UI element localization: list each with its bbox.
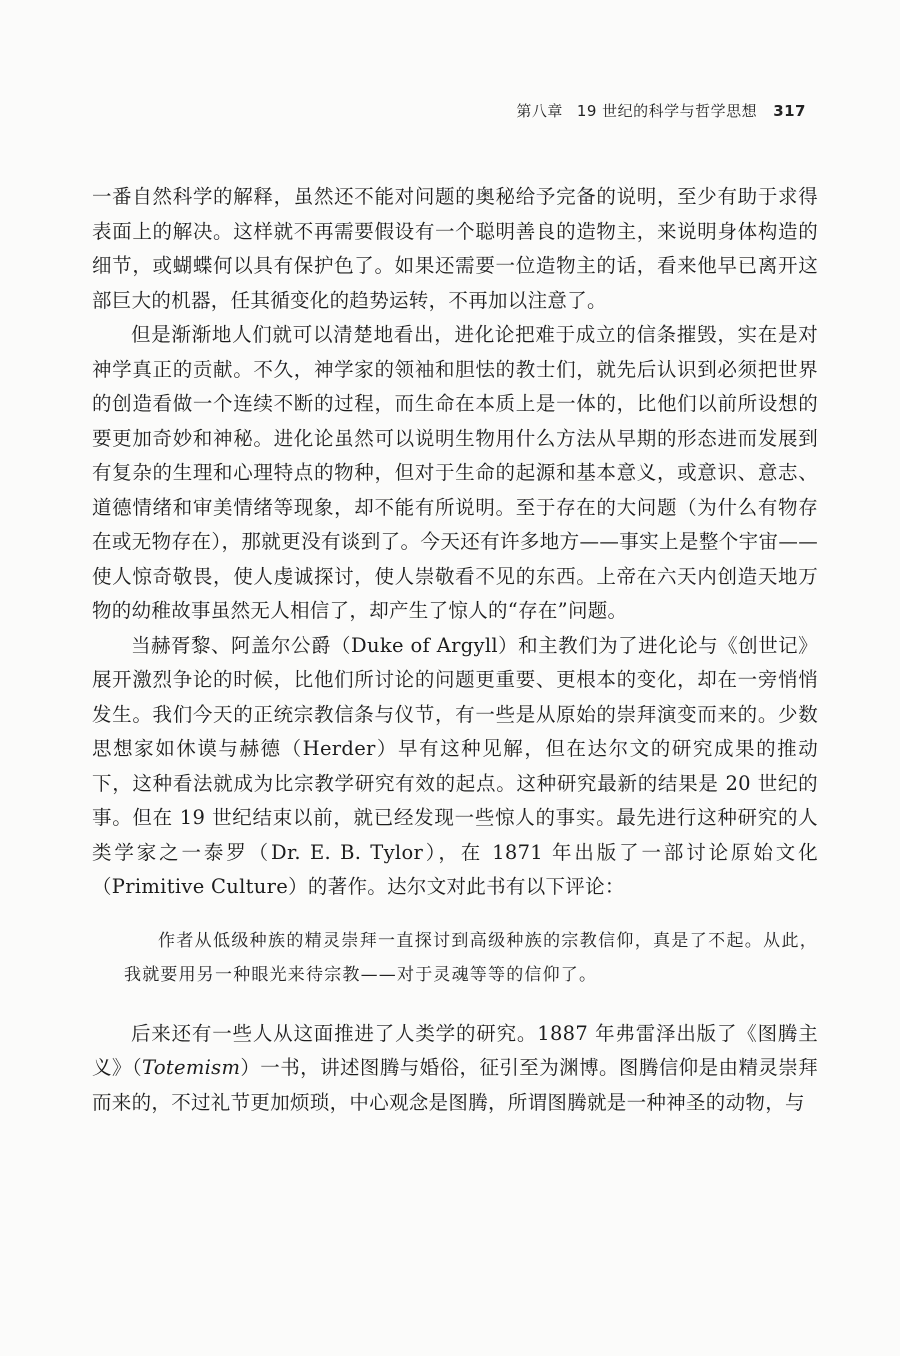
chapter-title: 19 世纪的科学与哲学思想: [576, 102, 758, 120]
paragraph-totemism: [92, 1017, 818, 1121]
chapter-label: 第八章: [516, 102, 563, 120]
paragraph-anthropology: 当赫胥黎、阿盖尔公爵（Duke of Argyll）和主教们为了进化论与《创世记》展开激烈争论的时候，比他们所讨论的问题更重要、更根本的变化，却在一旁悄悄发生。我们今天的正统宗教信条与仪节，有一些是从原始的崇拜演变而来的。少数思想家如休谟与赫德（Herder）早有这种见解，但在达尔文的研究成果的推动下，这种看法就成为比宗教学研究有效的起点。这种研究最新的结果是 20 世纪的事。但在 19 世纪结束以前，就已经发现一些惊人的事实。最先进行这种研究的人类学家之一泰罗（Dr. E. B. Tylor），在 1871 年出版了一部讨论原始文化（Primitive Culture）的著作。达尔文对此书有以下评论：: [92, 633, 818, 898]
totemism-text-end: ）一书，讲述图腾与婚俗，征引至为渊博。图腾信仰是由精灵崇拜而来的，不过礼节更加烦琐，中心观念是图腾，所谓图腾就是一种神圣的动物，与: [92, 1056, 819, 1114]
main-text: [92, 180, 818, 1120]
page-number: 317: [773, 102, 806, 120]
paragraph-continued: 一番自然科学的解释，虽然还不能对问题的奥秘给予完备的说明，至少有助于求得表面上的解决。这样就不再需要假设有一个聪明善良的造物主，来说明身体构造的细节，或蝴蝶何以具有保护色了。如果还需要一位造物主的话，看来他早已离开这部巨大的机器，任其循变化的趋势运转，不再加以注意了。: [92, 185, 818, 312]
running-header: [0, 100, 806, 121]
block-quote: 作者从低级种族的精灵崇拜一直探讨到高级种族的宗教信仰，真是了不起。从此，我就要用另一种眼光来待宗教——对于灵魂等等的信仰了。: [124, 930, 818, 985]
totemism-italic: Totemism: [142, 1056, 241, 1079]
paragraph-evolution-theology: 但是渐渐地人们就可以清楚地看出，进化论把难于成立的信条摧毁，实在是对神学真正的贡献。不久，神学家的领袖和胆怯的教士们，就先后认识到必须把世界的创造看做一个连续不断的过程，而生命在本质上是一体的，比他们以前所设想的要更加奇妙和神秘。进化论虽然可以说明生物用什么方法从早期的形态进而发展到有复杂的生理和心理特点的物种，但对于生命的起源和基本意义，或意识、意志、道德情绪和审美情绪等现象，却不能有所说明。至于存在的大问题（为什么有物存在或无物存在），那就更没有谈到了。今天还有许多地方——事实上是整个宇宙——使人惊奇敬畏，使人虔诚探讨，使人崇敬看不见的东西。上帝在六天内创造天地万物的幼稚故事虽然无人相信了，却产生了惊人的“存在”问题。: [92, 323, 818, 622]
totemism-text-start: 后来还有一些人从这面推进了人类学的研究。1887 年弗雷泽出版了《图腾主义》（: [92, 1021, 818, 1079]
